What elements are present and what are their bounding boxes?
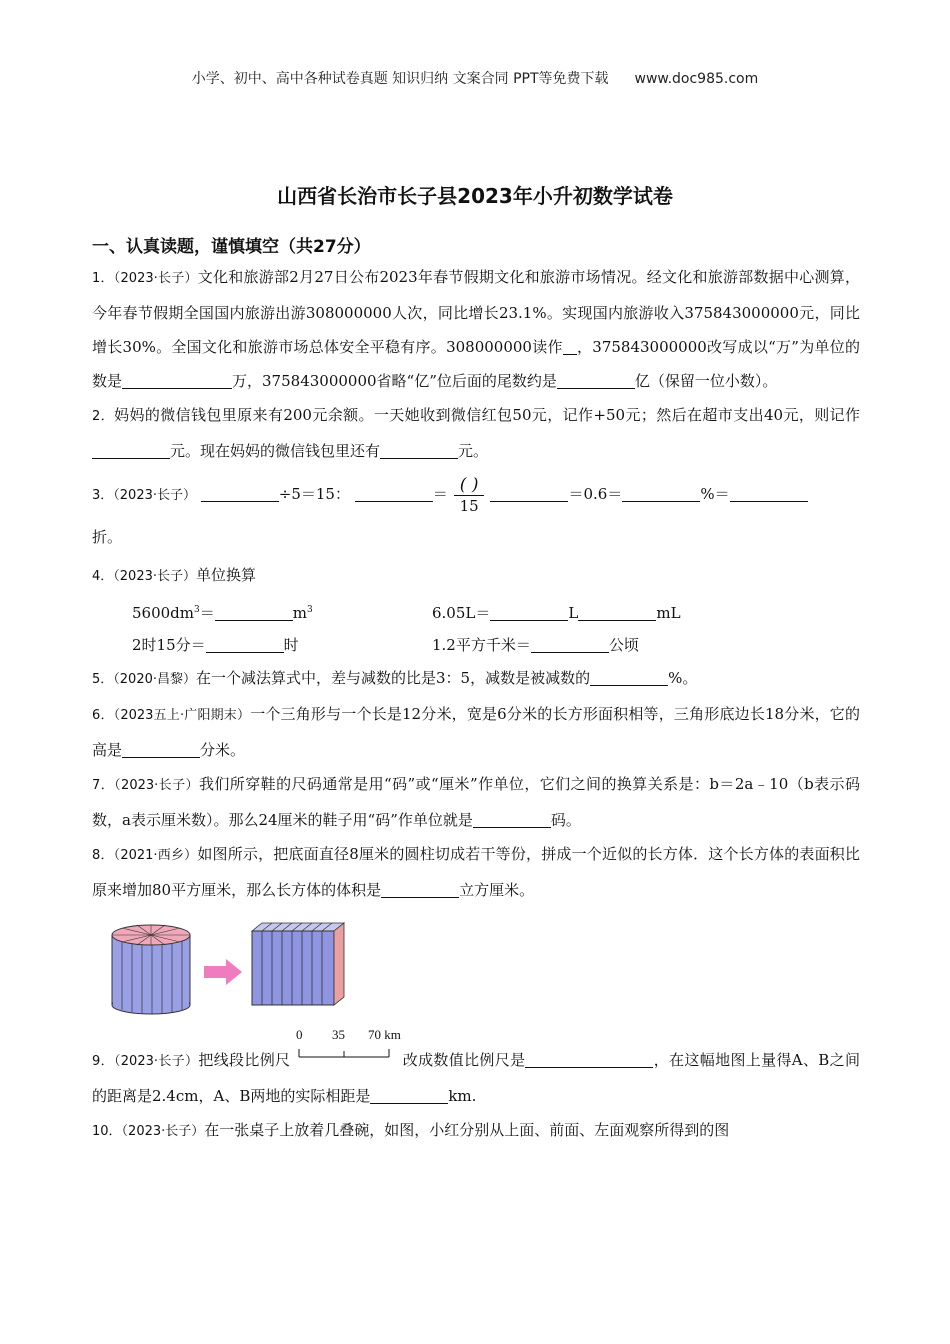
answer-blank[interactable] — [590, 669, 668, 686]
answer-blank[interactable] — [370, 1087, 448, 1104]
answer-blank[interactable] — [381, 881, 459, 898]
question-9: 9．（2023·长子）把线段比例尺 0 35 70 km 改成数值比例尺是 ，在这幅地图上量得A、B之间的距离是2.4cm，A、B两地的实际相距是 km. — [92, 1027, 860, 1105]
answer-blank[interactable] — [622, 485, 700, 502]
answer-blank[interactable] — [490, 604, 568, 621]
question-1: 1．（2023·长子）文化和旅游部2月27日公布2023年春节假期文化和旅游市场情况。经文化和旅游部数据中心测算，今年春节假期全国国内旅游出游308000000人次，同比增长23.1%。实现国内旅游收入375843000000元，同比增长30%。全国文化和旅游市场总体安全平稳有序。308000000读作 ，375843000000改写成以“万”为单位的数是 万，375843000000省略“亿”位后面的尾数约是 亿（保留一位小数）。 — [92, 268, 860, 390]
answer-blank[interactable] — [92, 442, 170, 459]
conversion-row-2: 2时15分＝ 时 1.2平方千米＝ 公顷 — [132, 636, 639, 654]
question-5: 5．（2020·昌黎）在一个减法算式中，差与减数的比是3：5，减数是被减数的 %。 — [92, 669, 698, 687]
answer-blank[interactable] — [206, 636, 284, 653]
question-2: 2．妈妈的微信钱包里原来有200元余额。一天她收到微信红包50元，记作+50元；然后在超市支出40元，则记作元。现在妈妈的微信钱包里还有 元。 — [92, 406, 860, 460]
page-header — [0, 68, 950, 88]
fraction: $\frac{( )}{15}$ — [454, 475, 485, 516]
answer-blank[interactable] — [473, 811, 551, 828]
arrow-icon — [204, 959, 242, 985]
header-text: 小学、初中、高中各种试卷真题 知识归纳 文案合同 PPT等免费下载 — [191, 71, 609, 87]
question-4: 4．（2023·长子）单位换算 — [92, 566, 257, 584]
question-3-tail: 折。 — [92, 528, 123, 546]
scale-label-0: 0 — [296, 1027, 303, 1042]
question-7: 7．（2023·长子）我们所穿鞋的尺码通常是用“码”或“厘米”作单位，它们之间的换算关系是：b＝2a﹣10（b表示码数，a表示厘米数）。那么24厘米的鞋子用“码”作单位就是 码。 — [92, 775, 860, 829]
cylinder-figure — [92, 913, 860, 1021]
answer-blank[interactable] — [490, 485, 568, 502]
answer-blank[interactable] — [122, 741, 200, 758]
answer-blank[interactable] — [201, 485, 279, 502]
answer-blank[interactable] — [531, 636, 609, 653]
answer-blank[interactable] — [563, 338, 577, 355]
question-3: 3．（2023·长子） ÷5＝15： ＝ $\frac{( )}{15}$ ＝0.6＝ %＝ — [92, 474, 860, 516]
header-url[interactable]: www.doc985.com — [634, 71, 759, 87]
scale-bar — [296, 1027, 402, 1069]
question-6: 6．（2023五上·广阳期末）一个三角形与一个长是12分米，宽是6分米的长方形面积相等，三角形底边长18分米，它的高是 分米。 — [92, 705, 860, 759]
scale-label-35: 35 — [332, 1027, 346, 1042]
question-list — [92, 260, 860, 1149]
answer-blank[interactable] — [730, 485, 808, 502]
answer-blank[interactable] — [215, 604, 293, 621]
cuboid-shape — [252, 923, 344, 1005]
cylinder-shape — [112, 925, 190, 1014]
cylinder-to-cuboid-diagram — [92, 913, 352, 1021]
exam-title: 山西省长治市长子县2023年小升初数学试卷 — [277, 184, 673, 208]
scale-label-70: 70 km — [368, 1027, 402, 1042]
answer-blank[interactable] — [122, 372, 232, 389]
answer-blank[interactable] — [525, 1051, 653, 1068]
answer-blank[interactable] — [380, 442, 458, 459]
conversion-row-1: $5600dm^3= m^3$ 6.05L＝ L mL — [132, 604, 681, 622]
question-10: 10．（2023·长子）在一张桌子上放着几叠碗，如图，小红分别从上面、前面、左面观察所得到的图 — [92, 1121, 730, 1139]
answer-blank[interactable] — [557, 372, 635, 389]
section-heading: 一、认真读题，谨慎填空（共27分） — [92, 237, 371, 257]
answer-blank[interactable] — [578, 604, 656, 621]
question-8: 8．（2021·西乡）如图所示，把底面直径8厘米的圆柱切成若干等份，拼成一个近似的长方体．这个长方体的表面积比原来增加80平方厘米，那么长方体的体积是 立方厘米。 — [92, 845, 860, 899]
answer-blank[interactable] — [355, 485, 433, 502]
